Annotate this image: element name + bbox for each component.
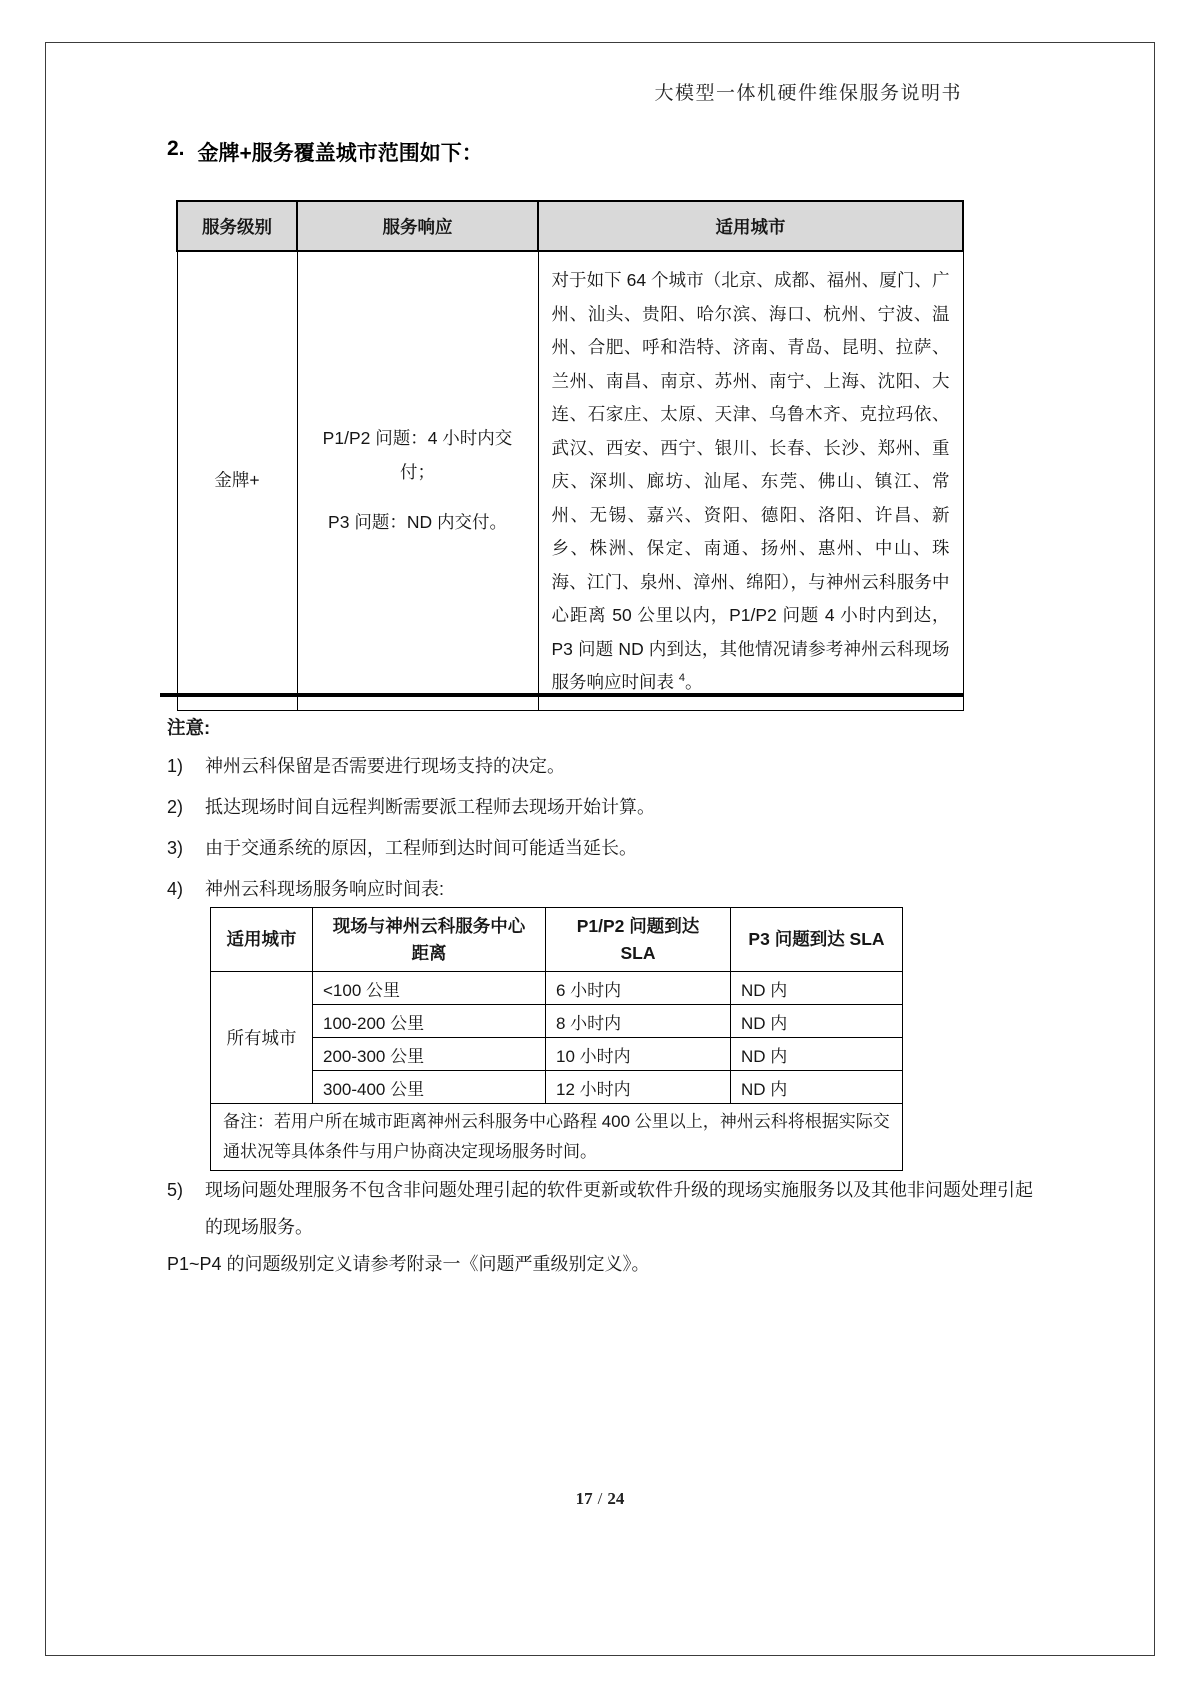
note-number: 4) <box>167 879 184 899</box>
response-table-header-row <box>211 908 903 972</box>
notes-list <box>167 752 1047 916</box>
p12-sla-cell: 8 小时内 <box>546 1005 731 1038</box>
remark-cell: 备注：若用户所在城市距离神州云科服务中心路程 400 公里以上，神州云科将根据实际交通状况等具体条件与用户协商决定现场服务时间。 <box>211 1104 903 1171</box>
closing-paragraph: P1~P4 的问题级别定义请参考附录一《问题严重级别定义》。 <box>167 1254 650 1274</box>
note-text: 抵达现场时间自远程判断需要派工程师去现场开始计算。 <box>205 797 655 817</box>
page-footer <box>0 1489 1200 1509</box>
coverage-table-header-row <box>177 201 963 251</box>
response-header-p3-sla: P3 问题到达 SLA <box>731 908 903 972</box>
p3-sla-cell: ND 内 <box>731 1005 903 1038</box>
notice-label: 注意: <box>167 717 211 738</box>
table-row <box>211 972 903 1005</box>
section-title-text: 金牌+服务覆盖城市范围如下： <box>197 142 483 165</box>
page-number-current: 17 <box>575 1489 593 1508</box>
note-text: 神州云科保留是否需要进行现场支持的决定。 <box>205 756 565 776</box>
applicable-cities-cell <box>538 251 963 710</box>
note-number: 3) <box>167 838 184 858</box>
p12-sla-cell: 10 小时内 <box>546 1038 731 1071</box>
page-number-total: 24 <box>607 1489 625 1508</box>
p3-sla-cell: ND 内 <box>731 972 903 1005</box>
service-level-cell: 金牌+ <box>177 251 297 710</box>
coverage-header-service-level: 服务级别 <box>177 201 297 251</box>
note-item-1 <box>167 752 1047 780</box>
response-p12: P1/P2 问题：4 小时内交付； <box>322 428 513 482</box>
table-row <box>211 1038 903 1071</box>
note-item-5 <box>167 1172 1039 1246</box>
coverage-header-applicable-cities: 适用城市 <box>538 201 963 251</box>
p12-sla-cell: 12 小时内 <box>546 1071 731 1104</box>
note-text: 由于交通系统的原因，工程师到达时间可能适当延长。 <box>205 838 637 858</box>
distance-cell: 100-200 公里 <box>313 1005 546 1038</box>
section-number: 2. <box>167 137 185 160</box>
response-p3: P3 问题：ND 内交付。 <box>328 512 507 532</box>
table-row <box>211 1071 903 1104</box>
p12-sla-cell: 6 小时内 <box>546 972 731 1005</box>
p3-sla-cell: ND 内 <box>731 1071 903 1104</box>
note-item-4 <box>167 875 1047 903</box>
footnote-marker: 4 <box>678 672 685 685</box>
distance-cell: <100 公里 <box>313 972 546 1005</box>
note-number: 2) <box>167 797 184 817</box>
cities-text: 对于如下 64 个城市（北京、成都、福州、厦门、广州、汕头、贵阳、哈尔滨、海口、杭州、宁波、温州、合肥、呼和浩特、济南、青岛、昆明、拉萨、兰州、南昌、南京、苏州、南宁、上海、沈阳、大连、石家庄、太原、天津、乌鲁木齐、克拉玛依、武汉、西安、西宁、银川、长春、长沙、郑州、重庆、深圳、廊坊、汕尾、东莞、佛山、镇江、常州、无锡、嘉兴、资阳、德阳、洛阳、许昌、新乡、株洲、保定、南通、扬州、惠州、中山、珠海、江门、泉州、漳州、绵阳），与神州云科服务中心距离 50 公里以内，P1/P2 问题 4 小时内到达，P3 问题 ND 内到达，其他情况请参考神州云科现场服务响应时间表 <box>551 270 950 692</box>
note-text: 神州云科现场服务响应时间表: <box>205 879 444 899</box>
response-header-city: 适用城市 <box>211 908 313 972</box>
response-header-distance: 现场与神州云科服务中心距离 <box>313 908 546 972</box>
response-time-table <box>210 907 903 1171</box>
note-text: 现场问题处理服务不包含非问题处理引起的软件更新或软件升级的现场实施服务以及其他非问题处理引起的现场服务。 <box>205 1180 1033 1237</box>
response-header-p12-sla: P1/P2 问题到达 SLA <box>546 908 731 972</box>
note-item-2 <box>167 793 1047 821</box>
horizontal-divider <box>160 693 963 697</box>
note-item-3 <box>167 834 1047 862</box>
coverage-table-row <box>177 251 963 710</box>
p3-sla-cell: ND 内 <box>731 1038 903 1071</box>
coverage-header-service-response: 服务响应 <box>297 201 538 251</box>
section-title <box>167 137 483 167</box>
cities-text-suffix: 。 <box>685 672 703 692</box>
distance-cell: 200-300 公里 <box>313 1038 546 1071</box>
note-number: 1) <box>167 756 184 776</box>
distance-cell: 300-400 公里 <box>313 1071 546 1104</box>
coverage-table <box>176 200 964 711</box>
page-number-separator: / <box>597 1489 603 1508</box>
service-response-cell <box>297 251 538 710</box>
remark-row <box>211 1104 903 1171</box>
note-number: 5) <box>167 1180 184 1200</box>
table-row <box>211 1005 903 1038</box>
city-scope-cell: 所有城市 <box>211 972 313 1104</box>
document-header-title: 大模型一体机硬件维保服务说明书 <box>654 83 962 104</box>
